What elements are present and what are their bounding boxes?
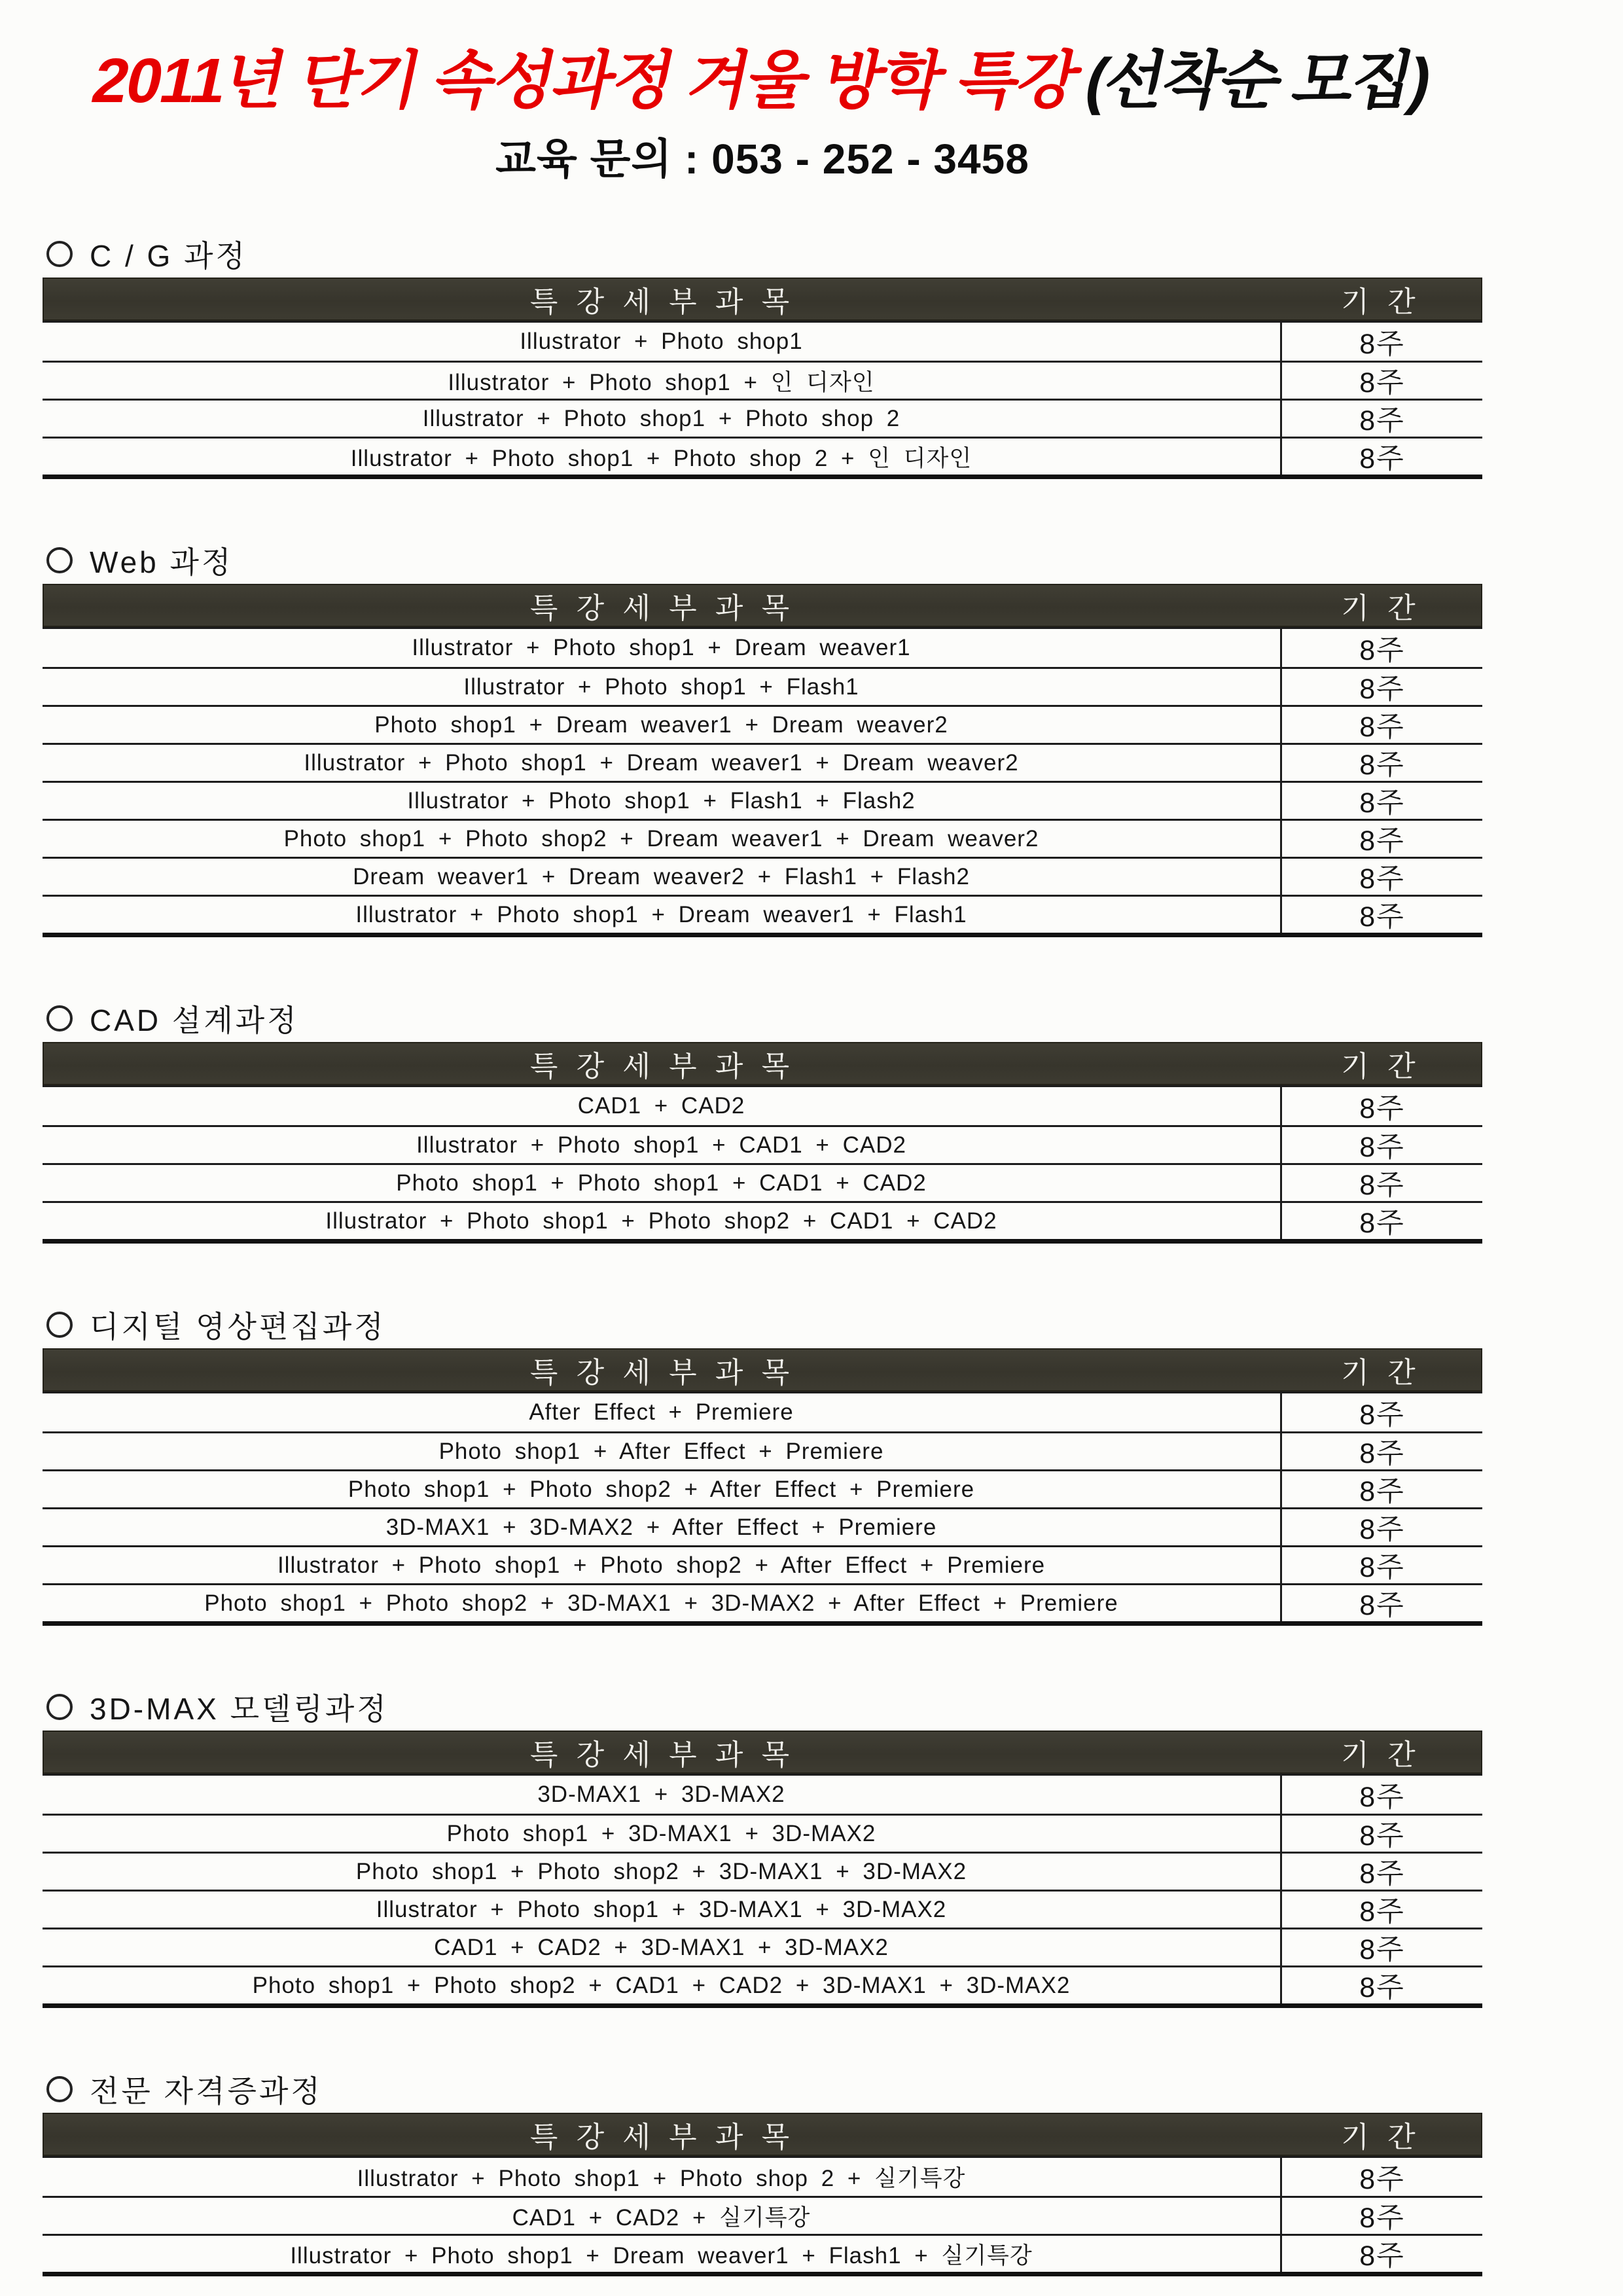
duration-cell: 8주 bbox=[1359, 367, 1405, 399]
col-header-subject: 특 강 세 부 과 목 bbox=[529, 592, 795, 624]
duration-cell: 8주 bbox=[1359, 1476, 1405, 1507]
course-table bbox=[43, 278, 1482, 479]
subject-cell: Photo shop1 + Photo shop2 + After Effect + Premiere bbox=[43, 1471, 1282, 1507]
subject-cell: Photo shop1 + Photo shop2 + 3D-MAX1 + 3D-MAX2 bbox=[43, 1854, 1282, 1890]
subject-cell: Photo shop1 + Photo shop2 + CAD1 + CAD2 + 3D-MAX1 + 3D-MAX2 bbox=[43, 1967, 1282, 2003]
course-table bbox=[43, 1042, 1482, 1244]
table-header-row bbox=[43, 2113, 1482, 2156]
table-row bbox=[43, 1125, 1482, 1163]
subject-cell: Illustrator + Photo shop1 + Dream weaver1 bbox=[43, 629, 1282, 667]
section-heading bbox=[46, 542, 1482, 579]
table-row bbox=[43, 437, 1482, 475]
subject-cell: Illustrator + Photo shop1 bbox=[43, 323, 1282, 361]
contact-line bbox=[43, 124, 1482, 187]
duration-cell: 8주 bbox=[1359, 711, 1405, 743]
col-header-duration: 기 간 bbox=[1341, 1357, 1421, 1389]
table-row bbox=[43, 1201, 1482, 1239]
title-note-text: (선착순 모집) bbox=[1079, 45, 1436, 116]
table-row bbox=[43, 743, 1482, 781]
table-row bbox=[43, 1583, 1482, 1621]
duration-cell: 8주 bbox=[1359, 1208, 1405, 1239]
table-body bbox=[43, 627, 1482, 933]
col-header-duration: 기 간 bbox=[1341, 286, 1421, 318]
content-area bbox=[43, 26, 1482, 2276]
table-row bbox=[43, 361, 1482, 399]
table-row bbox=[43, 323, 1482, 361]
table-row bbox=[43, 667, 1482, 705]
duration-cell: 8주 bbox=[1359, 405, 1405, 437]
subject-cell: Illustrator + Photo shop1 + Dream weaver1 + Flash1 + 실기특강 bbox=[43, 2236, 1282, 2272]
course-section bbox=[43, 1000, 1482, 1244]
section-heading bbox=[46, 1689, 1482, 1725]
subject-cell: Photo shop1 + Photo shop1 + CAD1 + CAD2 bbox=[43, 1165, 1282, 1201]
section-heading bbox=[46, 2071, 1482, 2108]
section-heading-label: CAD 설계과정 bbox=[90, 1003, 299, 1037]
table-header-row bbox=[43, 1348, 1482, 1391]
col-header-duration: 기 간 bbox=[1341, 1050, 1421, 1083]
duration-cell: 8주 bbox=[1359, 1514, 1405, 1545]
duration-cell: 8주 bbox=[1359, 1132, 1405, 1163]
course-section bbox=[43, 236, 1482, 479]
table-row bbox=[43, 1965, 1482, 2003]
col-header-subject: 특 강 세 부 과 목 bbox=[529, 1357, 795, 1389]
contact-phone-text: 교육 문의 : 053 - 252 - 3458 bbox=[495, 135, 1029, 183]
section-heading-label: Web 과정 bbox=[90, 545, 234, 579]
course-section bbox=[43, 1689, 1482, 2008]
circle-bullet-icon bbox=[46, 1312, 73, 1338]
table-row bbox=[43, 1163, 1482, 1201]
circle-bullet-icon bbox=[46, 547, 73, 573]
duration-cell: 8주 bbox=[1359, 1170, 1405, 1201]
subject-cell: Illustrator + Photo shop1 + Dream weaver1 + Flash1 bbox=[43, 897, 1282, 933]
course-section bbox=[43, 1306, 1482, 1626]
subject-cell: 3D-MAX1 + 3D-MAX2 bbox=[43, 1776, 1282, 1814]
duration-cell: 8주 bbox=[1359, 749, 1405, 781]
page-title bbox=[32, 26, 1493, 124]
col-header-duration: 기 간 bbox=[1341, 592, 1421, 624]
duration-cell: 8주 bbox=[1359, 328, 1405, 360]
col-header-duration: 기 간 bbox=[1341, 1739, 1421, 1771]
duration-cell: 8주 bbox=[1359, 1820, 1405, 1852]
table-row bbox=[43, 1469, 1482, 1507]
duration-cell: 8주 bbox=[1359, 2163, 1405, 2195]
col-header-subject: 특 강 세 부 과 목 bbox=[529, 286, 795, 318]
table-body bbox=[43, 1391, 1482, 1621]
table-row bbox=[43, 399, 1482, 437]
table-row bbox=[43, 781, 1482, 819]
subject-cell: Illustrator + Photo shop1 + Photo shop2 + After Effect + Premiere bbox=[43, 1547, 1282, 1583]
section-heading-label: 전문 자격증과정 bbox=[90, 2074, 323, 2108]
table-header-row bbox=[43, 1042, 1482, 1085]
duration-cell: 8주 bbox=[1359, 1552, 1405, 1583]
table-header-row bbox=[43, 1731, 1482, 1774]
table-row bbox=[43, 1431, 1482, 1469]
duration-cell: 8주 bbox=[1359, 443, 1405, 475]
subject-cell: Photo shop1 + Photo shop2 + 3D-MAX1 + 3D-MAX2 + After Effect + Premiere bbox=[43, 1585, 1282, 1621]
circle-bullet-icon bbox=[46, 241, 73, 267]
course-section bbox=[43, 2071, 1482, 2276]
table-row bbox=[43, 1393, 1482, 1431]
duration-cell: 8주 bbox=[1359, 1896, 1405, 1928]
subject-cell: Photo shop1 + After Effect + Premiere bbox=[43, 1433, 1282, 1469]
col-header-subject: 특 강 세 부 과 목 bbox=[529, 1739, 795, 1771]
subject-cell: 3D-MAX1 + 3D-MAX2 + After Effect + Premiere bbox=[43, 1509, 1282, 1545]
table-row bbox=[43, 2158, 1482, 2196]
table-row bbox=[43, 857, 1482, 895]
table-row bbox=[43, 1087, 1482, 1125]
circle-bullet-icon bbox=[46, 2076, 73, 2102]
course-table bbox=[43, 584, 1482, 937]
duration-cell: 8주 bbox=[1359, 901, 1405, 933]
subject-cell: Illustrator + Photo shop1 + 인 디자인 bbox=[43, 363, 1282, 399]
table-row bbox=[43, 705, 1482, 743]
col-header-duration: 기 간 bbox=[1341, 2121, 1421, 2153]
table-body bbox=[43, 1774, 1482, 2003]
section-heading-label: C / G 과정 bbox=[90, 239, 247, 273]
table-row bbox=[43, 1545, 1482, 1583]
section-heading bbox=[46, 1000, 1482, 1037]
table-row bbox=[43, 2234, 1482, 2272]
table-body bbox=[43, 321, 1482, 475]
subject-cell: Illustrator + Photo shop1 + Dream weaver1 + Dream weaver2 bbox=[43, 745, 1282, 781]
duration-cell: 8주 bbox=[1359, 1858, 1405, 1890]
section-heading-label: 3D-MAX 모델링과정 bbox=[90, 1692, 389, 1726]
duration-cell: 8주 bbox=[1359, 1781, 1405, 1813]
subject-cell: Photo shop1 + Photo shop2 + Dream weaver1 + Dream weaver2 bbox=[43, 821, 1282, 857]
subject-cell: CAD1 + CAD2 bbox=[43, 1087, 1282, 1125]
duration-cell: 8주 bbox=[1359, 1934, 1405, 1965]
duration-cell: 8주 bbox=[1359, 787, 1405, 819]
section-heading bbox=[46, 236, 1482, 272]
subject-cell: Illustrator + Photo shop1 + Photo shop 2 bbox=[43, 401, 1282, 437]
subject-cell: Illustrator + Photo shop1 + Photo shop 2 + 인 디자인 bbox=[43, 439, 1282, 475]
course-table bbox=[43, 2113, 1482, 2276]
table-header-row bbox=[43, 584, 1482, 627]
circle-bullet-icon bbox=[46, 1005, 73, 1031]
duration-cell: 8주 bbox=[1359, 1092, 1405, 1124]
table-row bbox=[43, 1928, 1482, 1965]
subject-cell: Illustrator + Photo shop1 + Photo shop2 + CAD1 + CAD2 bbox=[43, 1203, 1282, 1239]
table-row bbox=[43, 1776, 1482, 1814]
duration-cell: 8주 bbox=[1359, 863, 1405, 895]
duration-cell: 8주 bbox=[1359, 634, 1405, 666]
subject-cell: After Effect + Premiere bbox=[43, 1393, 1282, 1431]
subject-cell: Illustrator + Photo shop1 + Photo shop 2 + 실기특강 bbox=[43, 2158, 1282, 2196]
duration-cell: 8주 bbox=[1359, 1590, 1405, 1621]
duration-cell: 8주 bbox=[1359, 1399, 1405, 1431]
subject-cell: Dream weaver1 + Dream weaver2 + Flash1 + Flash2 bbox=[43, 859, 1282, 895]
subject-cell: CAD1 + CAD2 + 실기특강 bbox=[43, 2198, 1282, 2234]
table-row bbox=[43, 629, 1482, 667]
section-heading bbox=[46, 1306, 1482, 1343]
course-section bbox=[43, 542, 1482, 937]
circle-bullet-icon bbox=[46, 1694, 73, 1720]
duration-cell: 8주 bbox=[1359, 1438, 1405, 1469]
table-row bbox=[43, 1890, 1482, 1928]
subject-cell: Illustrator + Photo shop1 + Flash1 bbox=[43, 669, 1282, 705]
duration-cell: 8주 bbox=[1359, 2202, 1405, 2234]
course-table bbox=[43, 1348, 1482, 1626]
table-header-row bbox=[43, 278, 1482, 321]
subject-cell: CAD1 + CAD2 + 3D-MAX1 + 3D-MAX2 bbox=[43, 1929, 1282, 1965]
subject-cell: Illustrator + Photo shop1 + CAD1 + CAD2 bbox=[43, 1127, 1282, 1163]
duration-cell: 8주 bbox=[1359, 1972, 1405, 2003]
col-header-subject: 특 강 세 부 과 목 bbox=[529, 1050, 795, 1083]
col-header-subject: 특 강 세 부 과 목 bbox=[529, 2121, 795, 2153]
duration-cell: 8주 bbox=[1359, 2240, 1405, 2272]
subject-cell: Illustrator + Photo shop1 + Flash1 + Flash2 bbox=[43, 783, 1282, 819]
table-body bbox=[43, 1085, 1482, 1239]
duration-cell: 8주 bbox=[1359, 825, 1405, 857]
table-row bbox=[43, 895, 1482, 933]
course-sections bbox=[43, 236, 1482, 2276]
table-row bbox=[43, 1814, 1482, 1852]
subject-cell: Photo shop1 + 3D-MAX1 + 3D-MAX2 bbox=[43, 1816, 1282, 1852]
subject-cell: Illustrator + Photo shop1 + 3D-MAX1 + 3D-MAX2 bbox=[43, 1892, 1282, 1928]
title-main-text: 2011년 단기 속성과정 겨울 방학 특강 bbox=[86, 45, 1086, 116]
section-heading-label: 디지털 영상편집과정 bbox=[90, 1310, 386, 1344]
table-row bbox=[43, 1852, 1482, 1890]
table-row bbox=[43, 2196, 1482, 2234]
subject-cell: Photo shop1 + Dream weaver1 + Dream weaver2 bbox=[43, 707, 1282, 743]
course-table bbox=[43, 1731, 1482, 2008]
table-row bbox=[43, 819, 1482, 857]
table-body bbox=[43, 2156, 1482, 2272]
duration-cell: 8주 bbox=[1359, 673, 1405, 705]
table-row bbox=[43, 1507, 1482, 1545]
